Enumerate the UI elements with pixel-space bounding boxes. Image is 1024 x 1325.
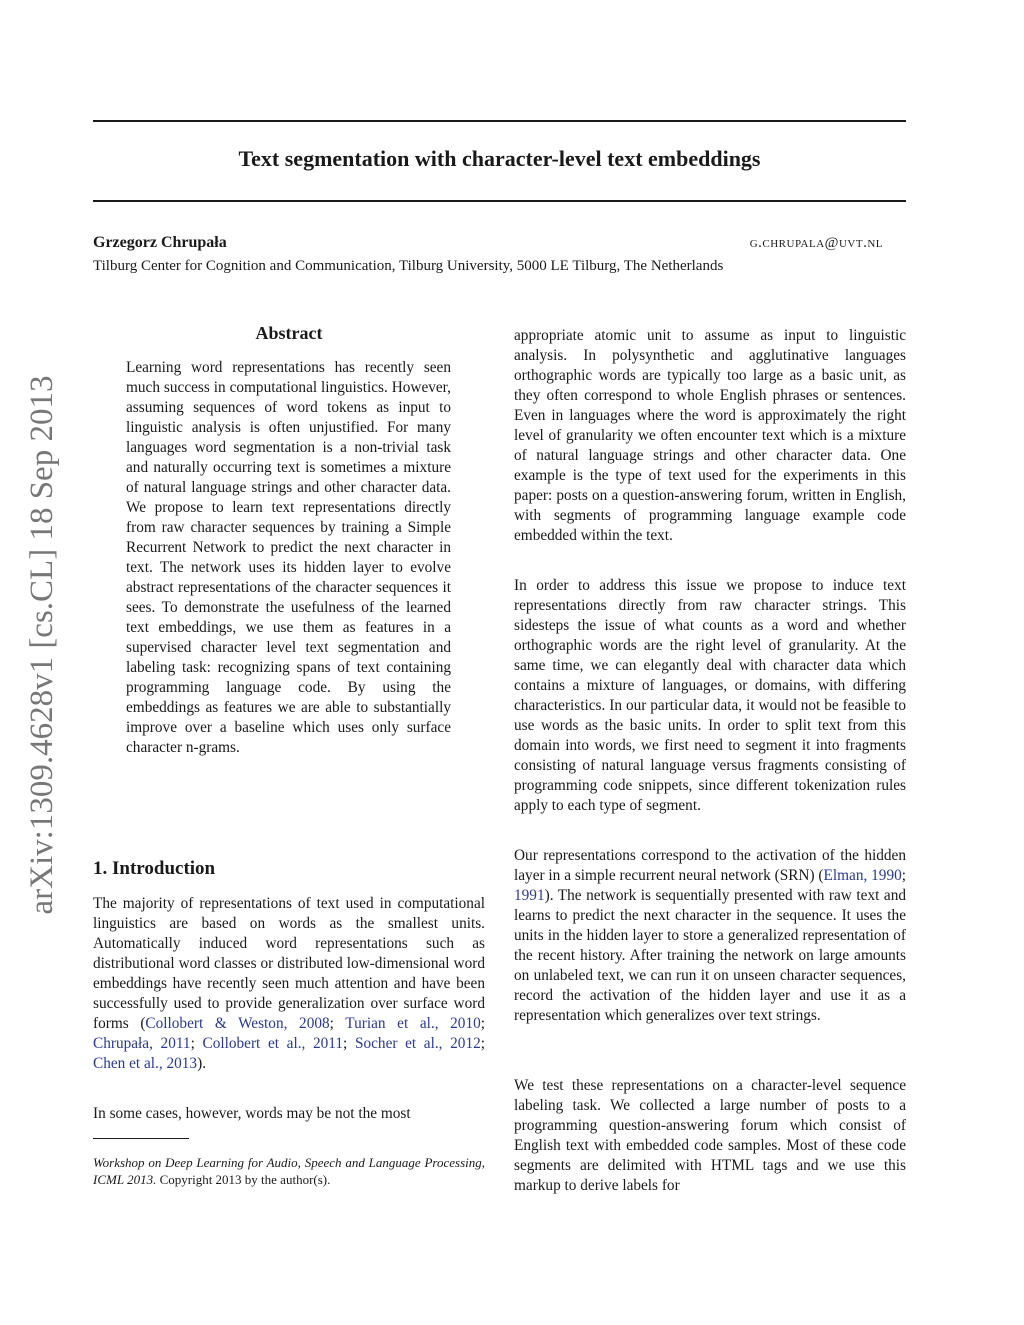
citation-collobert-weston[interactable]: Collobert & Weston, 2008 bbox=[145, 1015, 330, 1032]
introduction-heading: 1. Introduction bbox=[93, 858, 216, 879]
right-paragraph-3 bbox=[514, 846, 906, 1026]
citation-elman-1991[interactable]: 1991 bbox=[514, 887, 545, 904]
citation-separator: ; bbox=[343, 1035, 355, 1052]
citation-chen[interactable]: Chen et al., 2013 bbox=[93, 1055, 198, 1072]
citation-chrupala[interactable]: Chrupała, 2011 bbox=[93, 1035, 191, 1052]
right-paragraph-1: appropriate atomic unit to assume as input to linguistic analysis. In polysynthetic and agglutinative languages orthographic words are typically too large as a basic unit, as they often correspond to whole English phrases or sentences. Even in languages where the word is approximately the right level of granularity we often encounter text which is a mixture of natural language strings and other character data. One example is the type of text used for the experiments in this paper: posts on a question-answering forum, written in English, with segments of programming language example code embedded within the text. bbox=[514, 327, 906, 544]
right-p3-start: Our representations correspond to the activation of the hidden layer in a simple recurrent neural network (SRN) ( bbox=[514, 847, 906, 884]
abstract-text: Learning word representations has recently seen much success in computational linguistics. However, assuming sequences of word tokens as input to linguistic analysis is often unjustified. For many languages word segmentation is a non-trivial task and naturally occurring text is sometimes a mixture of natural language strings and other character data. We propose to learn text representations directly from raw character sequences by training a Simple Recurrent Network to predict the next character in text. The network uses its hidden layer to evolve abstract representations of the character sequences it sees. To demonstrate the usefulness of the learned text embeddings, we use them as features in a supervised character level text segmentation and labeling task: recognizing spans of text containing programming language code. By using the embeddings as features we are able to substantially improve over a baseline which uses only surface character n-grams. bbox=[126, 359, 451, 756]
citation-turian[interactable]: Turian et al., 2010 bbox=[345, 1015, 481, 1032]
title-bottom-rule bbox=[93, 200, 906, 202]
footnote bbox=[93, 1154, 485, 1188]
title-top-rule bbox=[93, 120, 906, 122]
right-paragraph-4: We test these representations on a character-level sequence labeling task. We collected a large number of posts to a programming question-answering forum which consist of English text with embedded code samples. Most of these code segments are delimited with HTML tags and we use this markup to derive labels for bbox=[514, 1077, 906, 1194]
right-p3-end: ). The network is sequentially presented with raw text and learns to predict the next character in the sequence. It uses the units in the hidden layer to store a generalized representation of the recent history. After training the network on large amounts on unlabeled text, we can run it on unseen character sequences, record the activation of the hidden layer and use it as a representation which generalizes over text strings. bbox=[514, 887, 906, 1024]
right-paragraph-2: In order to address this issue we propose to induce text representations directly from raw character strings. This sidesteps the issue of what counts as a word and whether orthographic words are the right level of granularity. At the same time, we can elegantly deal with character data which contains a mixture of languages, or domains, with differing characteristics. In our particular data, it would not be feasible to use words as the basic units. In order to split text from this domain into words, we first need to segment it into fragments consisting of natural language versus fragments consisting of programming code snippets, since different tokenization rules apply to each type of segment. bbox=[514, 577, 906, 814]
author-name: Grzegorz Chrupała bbox=[93, 234, 227, 251]
paper-title: Text segmentation with character-level text embeddings bbox=[238, 146, 761, 171]
citation-separator: ; bbox=[190, 1035, 203, 1052]
author-affiliation: Tilburg Center for Cognition and Communication, Tilburg University, 5000 LE Tilburg, The Netherlands bbox=[93, 258, 724, 274]
footnote-venue: Workshop on Deep Learning for Audio, Speech and Language Processing, ICML 2013. bbox=[93, 1155, 485, 1187]
author-row bbox=[93, 234, 906, 254]
intro-p1-text: The majority of representations of text used in computational linguistics are based on words as the smallest units. Automatically induced word representations such as distributional word classes or distributed low-dimensional word embeddings have recently seen much attention and have been successfully used to provide generalization over surface word forms ( bbox=[93, 895, 485, 1032]
footnote-copyright: Copyright 2013 by the author(s). bbox=[156, 1172, 331, 1187]
citation-separator: ; bbox=[480, 1015, 485, 1032]
author-email[interactable]: g.chrupala@uvt.nl bbox=[749, 235, 883, 251]
footnote-rule bbox=[93, 1138, 189, 1139]
arxiv-identifier: arXiv:1309.4628v1 [cs.CL] 18 Sep 2013 bbox=[24, 375, 60, 915]
citation-separator: ; bbox=[901, 867, 906, 884]
citation-separator: ; bbox=[480, 1035, 486, 1052]
citation-socher[interactable]: Socher et al., 2012 bbox=[354, 1035, 481, 1052]
citation-collobert-2011[interactable]: Collobert et al., 2011 bbox=[202, 1035, 344, 1052]
introduction-paragraph-1 bbox=[93, 894, 485, 1074]
intro-p1-end: ). bbox=[197, 1055, 207, 1072]
citation-elman-1990[interactable]: Elman, 1990 bbox=[823, 867, 902, 884]
abstract-heading: Abstract bbox=[255, 323, 323, 343]
introduction-paragraph-2-start: In some cases, however, words may be not the most bbox=[93, 1105, 411, 1122]
citation-separator: ; bbox=[329, 1015, 346, 1032]
